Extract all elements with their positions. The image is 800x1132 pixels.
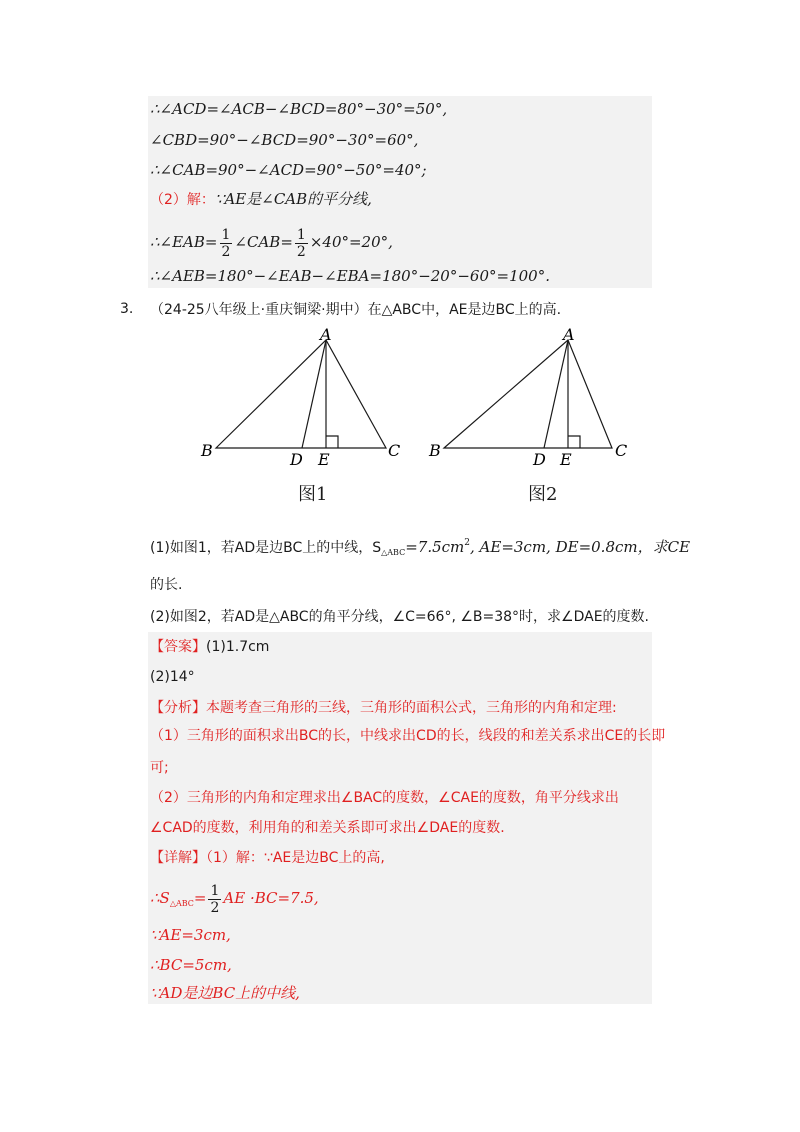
prev-line-3: ∴∠CAB=90°−∠ACD=90°−50°=40°; — [150, 161, 427, 179]
figure-2 — [426, 325, 646, 485]
label-e-1: E — [318, 450, 330, 469]
part1-line — [150, 533, 690, 563]
label-c-2: C — [615, 441, 628, 460]
figure-1 — [196, 325, 416, 485]
half-fraction: $\frac{1}{2}$ — [221, 226, 231, 260]
question-stem-text: 在△ABC中，AE是边BC上的高. — [367, 302, 562, 318]
detail-line-5: ∵AD是边BC上的中线, — [150, 984, 300, 1002]
analysis-part2: （2）三角形的内角和定理求出∠BAC的度数，∠CAE的度数，角平分线求出 — [150, 790, 619, 806]
prev-line-6: ∴∠AEB=180°−∠EAB−∠EBA=180°−20°−60°=100°. — [150, 267, 550, 285]
detail-area-s: ∴S — [150, 889, 170, 907]
half-fraction-2: $\frac{1}{2}$ — [296, 226, 306, 260]
prev-line-4 — [150, 189, 372, 210]
detail-line-4: ∴BC=5cm, — [150, 956, 232, 974]
detail-line-3: ∵AE=3cm, — [150, 926, 231, 944]
fig1-caption-text: 图1 — [298, 484, 328, 505]
part2-line: (2)如图2，若AD是△ABC的角平分线，∠C=66°, ∠B=38°时，求∠DAE的度数. — [150, 609, 650, 625]
right-angle-mark-2 — [568, 436, 580, 448]
label-d-1: D — [290, 450, 303, 469]
detail-label: 【详解】 — [150, 850, 206, 866]
analysis-part1-cont: 可; — [150, 760, 169, 776]
label-b-2: B — [429, 441, 441, 460]
answer-label: 【答案】 — [150, 639, 206, 655]
segment-ad-1 — [302, 340, 326, 448]
triangle-abc-1 — [216, 340, 386, 448]
prev-part2-label: （2）解： — [150, 192, 215, 208]
label-e-2: E — [560, 450, 572, 469]
prev-part2-text: ∵AE是∠CAB的平分线, — [214, 190, 372, 208]
detail-line-1 — [150, 847, 385, 868]
label-b-1: B — [201, 441, 213, 460]
detail-line-2 — [150, 878, 319, 924]
prev-eab-end: ×40°=20°, — [309, 233, 393, 251]
part1-text-b: =7.5cm — [405, 538, 465, 556]
segment-ad-2 — [544, 340, 568, 448]
question-number: 3. — [120, 301, 134, 317]
label-a-2: A — [563, 325, 575, 344]
part1-text-a: (1)如图1，若AD是边BC上的中线，S — [150, 540, 382, 556]
detail-area-rest: AE ·BC=7.5, — [223, 889, 319, 907]
analysis-line — [150, 697, 617, 718]
label-c-1: C — [388, 441, 401, 460]
part1-superscript: 2 — [464, 538, 470, 548]
prev-line-2: ∠CBD=90°−∠BCD=90°−30°=60°, — [150, 131, 419, 149]
part1-text-c: , AE=3cm, DE=0.8cm，求CE — [470, 538, 691, 556]
detail-area-subscript: △ABC — [169, 899, 194, 908]
prev-eab-start: ∴∠EAB= — [150, 233, 218, 251]
right-angle-mark-1 — [326, 436, 338, 448]
triangle-abc-2 — [444, 340, 612, 448]
analysis-intro: 本题考查三角形的三线，三角形的面积公式，三角形的内角和定理: — [206, 700, 617, 716]
analysis-part1: （1）三角形的面积求出BC的长，中线求出CD的长，线段的和差关系求出CE的长即 — [150, 728, 666, 744]
answer-1: (1)1.7cm — [206, 639, 270, 655]
answer-line-1 — [150, 636, 269, 657]
part1-subscript: △ABC — [381, 548, 406, 557]
label-a-1: A — [320, 325, 332, 344]
analysis-label: 【分析】 — [150, 700, 206, 716]
part1-line-2: 的长. — [150, 577, 183, 593]
prev-eab-mid: ∠CAB= — [234, 233, 293, 251]
prev-line-5 — [150, 222, 393, 262]
fig2-caption: 图2 — [528, 484, 558, 505]
detail-half-fraction: $\frac{1}{2}$ — [210, 882, 220, 916]
prev-line-1: ∴∠ACD=∠ACB−∠BCD=80°−30°=50°, — [150, 100, 448, 118]
answer-2: (2)14° — [150, 669, 195, 685]
detail-text-1: （1）解：∵AE是边BC上的高, — [206, 850, 385, 866]
detail-equals: = — [193, 889, 207, 907]
label-d-2: D — [533, 450, 546, 469]
question-stem — [150, 299, 561, 320]
analysis-part2-cont: ∠CAD的度数，利用角的和差关系即可求出∠DAE的度数. — [150, 820, 505, 836]
question-source: （24-25八年级上·重庆铜梁·期中） — [150, 302, 368, 318]
